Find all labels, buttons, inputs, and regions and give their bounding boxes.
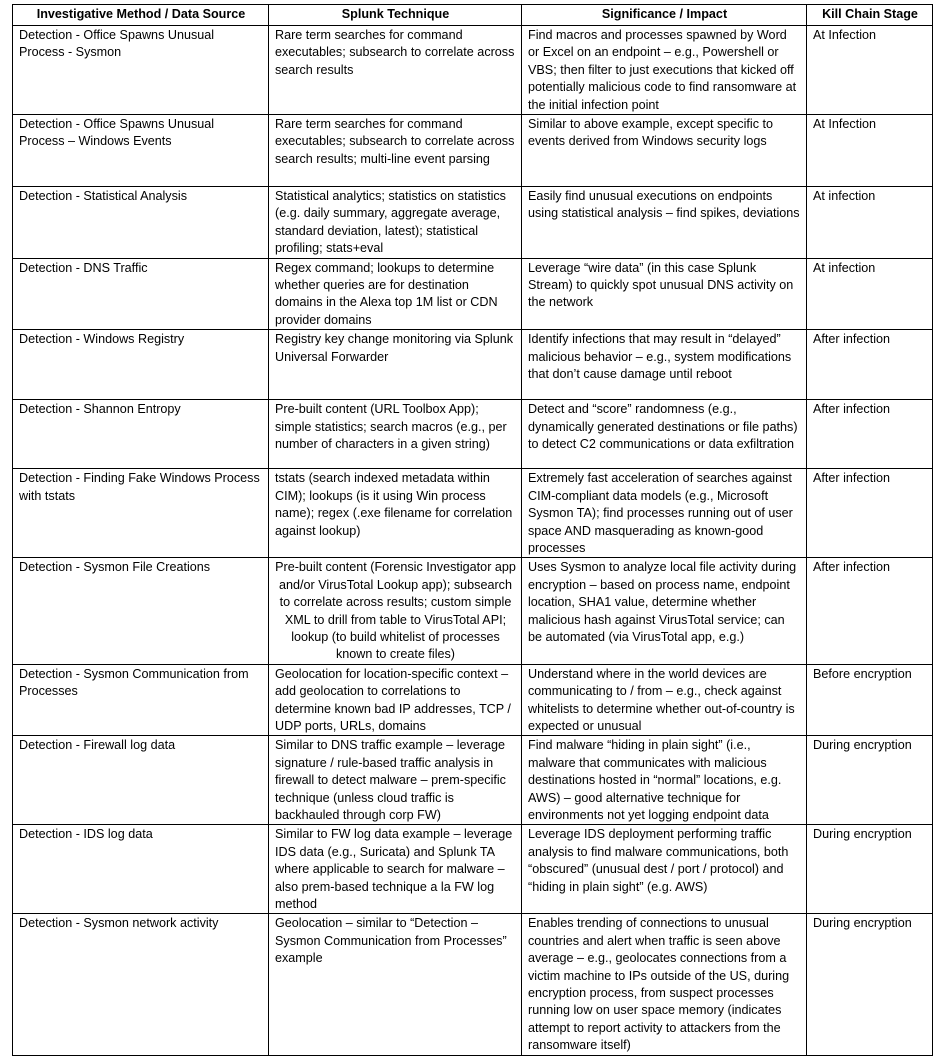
stage-cell: After infection: [807, 330, 933, 400]
header-splunk-technique: Splunk Technique: [269, 5, 522, 26]
significance-cell: Leverage “wire data” (in this case Splunk Stream) to quickly spot unusual DNS activity on the network: [522, 258, 807, 330]
significance-cell: Identify infections that may result in “delayed” malicious behavior – e.g., system modifications that don’t cause damage until reboot: [522, 330, 807, 400]
significance-cell: Understand where in the world devices are communicating to / from – e.g., check against whitelists to determine whether out-of-country is expected or unusual: [522, 664, 807, 736]
significance-cell: Extremely fast acceleration of searches against CIM-compliant data models (e.g., Microsoft Sysmon TA); find processes running out of user space AND masquerading as known-good processes: [522, 469, 807, 558]
header-kill-chain-stage: Kill Chain Stage: [807, 5, 933, 26]
technique-cell: Regex command; lookups to determine whether queries are for destination domains in the Alexa top 1M list or CDN provider domains: [269, 258, 522, 330]
technique-cell: Geolocation for location-specific context – add geolocation to correlations to determine known bad IP addresses, TCP / UDP ports, URLs, domains: [269, 664, 522, 736]
method-cell: Detection - Windows Registry: [13, 330, 269, 400]
technique-cell: Registry key change monitoring via Splunk Universal Forwarder: [269, 330, 522, 400]
table-header-row: [13, 5, 933, 26]
stage-cell: Before encryption: [807, 664, 933, 736]
technique-cell: Statistical analytics; statistics on statistics (e.g. daily summary, aggregate average, standard deviation, latest); statistical profiling; stats+eval: [269, 187, 522, 259]
table-row: [13, 469, 933, 558]
stage-cell: After infection: [807, 400, 933, 469]
technique-cell: Rare term searches for command executables; subsearch to correlate across search results; multi-line event parsing: [269, 115, 522, 187]
stage-cell: At infection: [807, 258, 933, 330]
technique-cell: Similar to FW log data example – leverage IDS data (e.g., Suricata) and Splunk TA where applicable to search for malware – also prem-based technique a la FW log method: [269, 825, 522, 914]
header-significance-impact: Significance / Impact: [522, 5, 807, 26]
table-row: [13, 258, 933, 330]
method-cell: Detection - Office Spawns Unusual Process – Windows Events: [13, 115, 269, 187]
table-row: [13, 736, 933, 825]
significance-cell: Easily find unusual executions on endpoints using statistical analysis – find spikes, deviations: [522, 187, 807, 259]
method-cell: Detection - Sysmon Communication from Processes: [13, 664, 269, 736]
table-row: [13, 825, 933, 914]
table-row: [13, 115, 933, 187]
technique-cell: Similar to DNS traffic example – leverage signature / rule-based traffic analysis in firewall to detect malware – prem-specific technique (unless cloud traffic is backhauled through corp FW): [269, 736, 522, 825]
significance-cell: Detect and “score” randomness (e.g., dynamically generated destinations or file paths) to detect C2 communications or data exfiltration: [522, 400, 807, 469]
stage-cell: At infection: [807, 187, 933, 259]
technique-cell: Pre-built content (Forensic Investigator app and/or VirusTotal Lookup app); subsearch to correlate across results; custom simple XML to drill from table to VirusTotal API; lookup (to build whitelist of processes known to create files): [269, 558, 522, 664]
stage-cell: During encryption: [807, 914, 933, 1055]
table-row: [13, 914, 933, 1055]
method-cell: Detection - Firewall log data: [13, 736, 269, 825]
stage-cell: During encryption: [807, 736, 933, 825]
stage-cell: After infection: [807, 558, 933, 664]
method-cell: Detection - Shannon Entropy: [13, 400, 269, 469]
method-cell: Detection - Office Spawns Unusual Process - Sysmon: [13, 26, 269, 115]
significance-cell: Leverage IDS deployment performing traffic analysis to find malware communications, both “obscured” (unusual dest / port / protocol) and “hiding in plain sight” (e.g. AWS): [522, 825, 807, 914]
technique-cell: Rare term searches for command executables; subsearch to correlate across search results: [269, 26, 522, 115]
significance-cell: Find macros and processes spawned by Word or Excel on an endpoint – e.g., Powershell or VBS; then filter to just executions that kicked off potentially malicious code to find ransomware at the initial infection point: [522, 26, 807, 115]
method-cell: Detection - Finding Fake Windows Process with tstats: [13, 469, 269, 558]
header-investigative-method: Investigative Method / Data Source: [13, 5, 269, 26]
investigation-methods-table: [12, 4, 933, 1056]
technique-cell: Geolocation – similar to “Detection – Sysmon Communication from Processes” example: [269, 914, 522, 1055]
table-row: [13, 26, 933, 115]
significance-cell: Uses Sysmon to analyze local file activity during encryption – based on process name, endpoint location, SHA1 value, determine whether malicious hash against VirusTotal service; can be automated (via VirusTotal app, e.g.): [522, 558, 807, 664]
table-row: [13, 187, 933, 259]
significance-cell: Similar to above example, except specific to events derived from Windows security logs: [522, 115, 807, 187]
significance-cell: Enables trending of connections to unusual countries and alert when traffic is seen above average – e.g., geolocates connections from a victim machine to IPs outside of the US, during encryption process, from suspect processes running low on user space memory (indicates attempt to report activity to attackers from the ransomware itself): [522, 914, 807, 1055]
technique-cell: tstats (search indexed metadata within CIM); lookups (is it using Win process name); regex (.exe filename for correlation against lookup): [269, 469, 522, 558]
table-row: [13, 400, 933, 469]
stage-cell: At Infection: [807, 115, 933, 187]
technique-cell: Pre-built content (URL Toolbox App); simple statistics; search macros (e.g., per number of characters in a given string): [269, 400, 522, 469]
table-row: [13, 664, 933, 736]
table-row: [13, 330, 933, 400]
method-cell: Detection - Statistical Analysis: [13, 187, 269, 259]
significance-cell: Find malware “hiding in plain sight” (i.e., malware that communicates with malicious destinations hosted in “normal” locations, e.g. AWS) – good alternative technique for environments not yet logging endpoint data: [522, 736, 807, 825]
method-cell: Detection - Sysmon File Creations: [13, 558, 269, 664]
method-cell: Detection - DNS Traffic: [13, 258, 269, 330]
stage-cell: At Infection: [807, 26, 933, 115]
stage-cell: During encryption: [807, 825, 933, 914]
stage-cell: After infection: [807, 469, 933, 558]
method-cell: Detection - Sysmon network activity: [13, 914, 269, 1055]
method-cell: Detection - IDS log data: [13, 825, 269, 914]
table-row: [13, 558, 933, 664]
